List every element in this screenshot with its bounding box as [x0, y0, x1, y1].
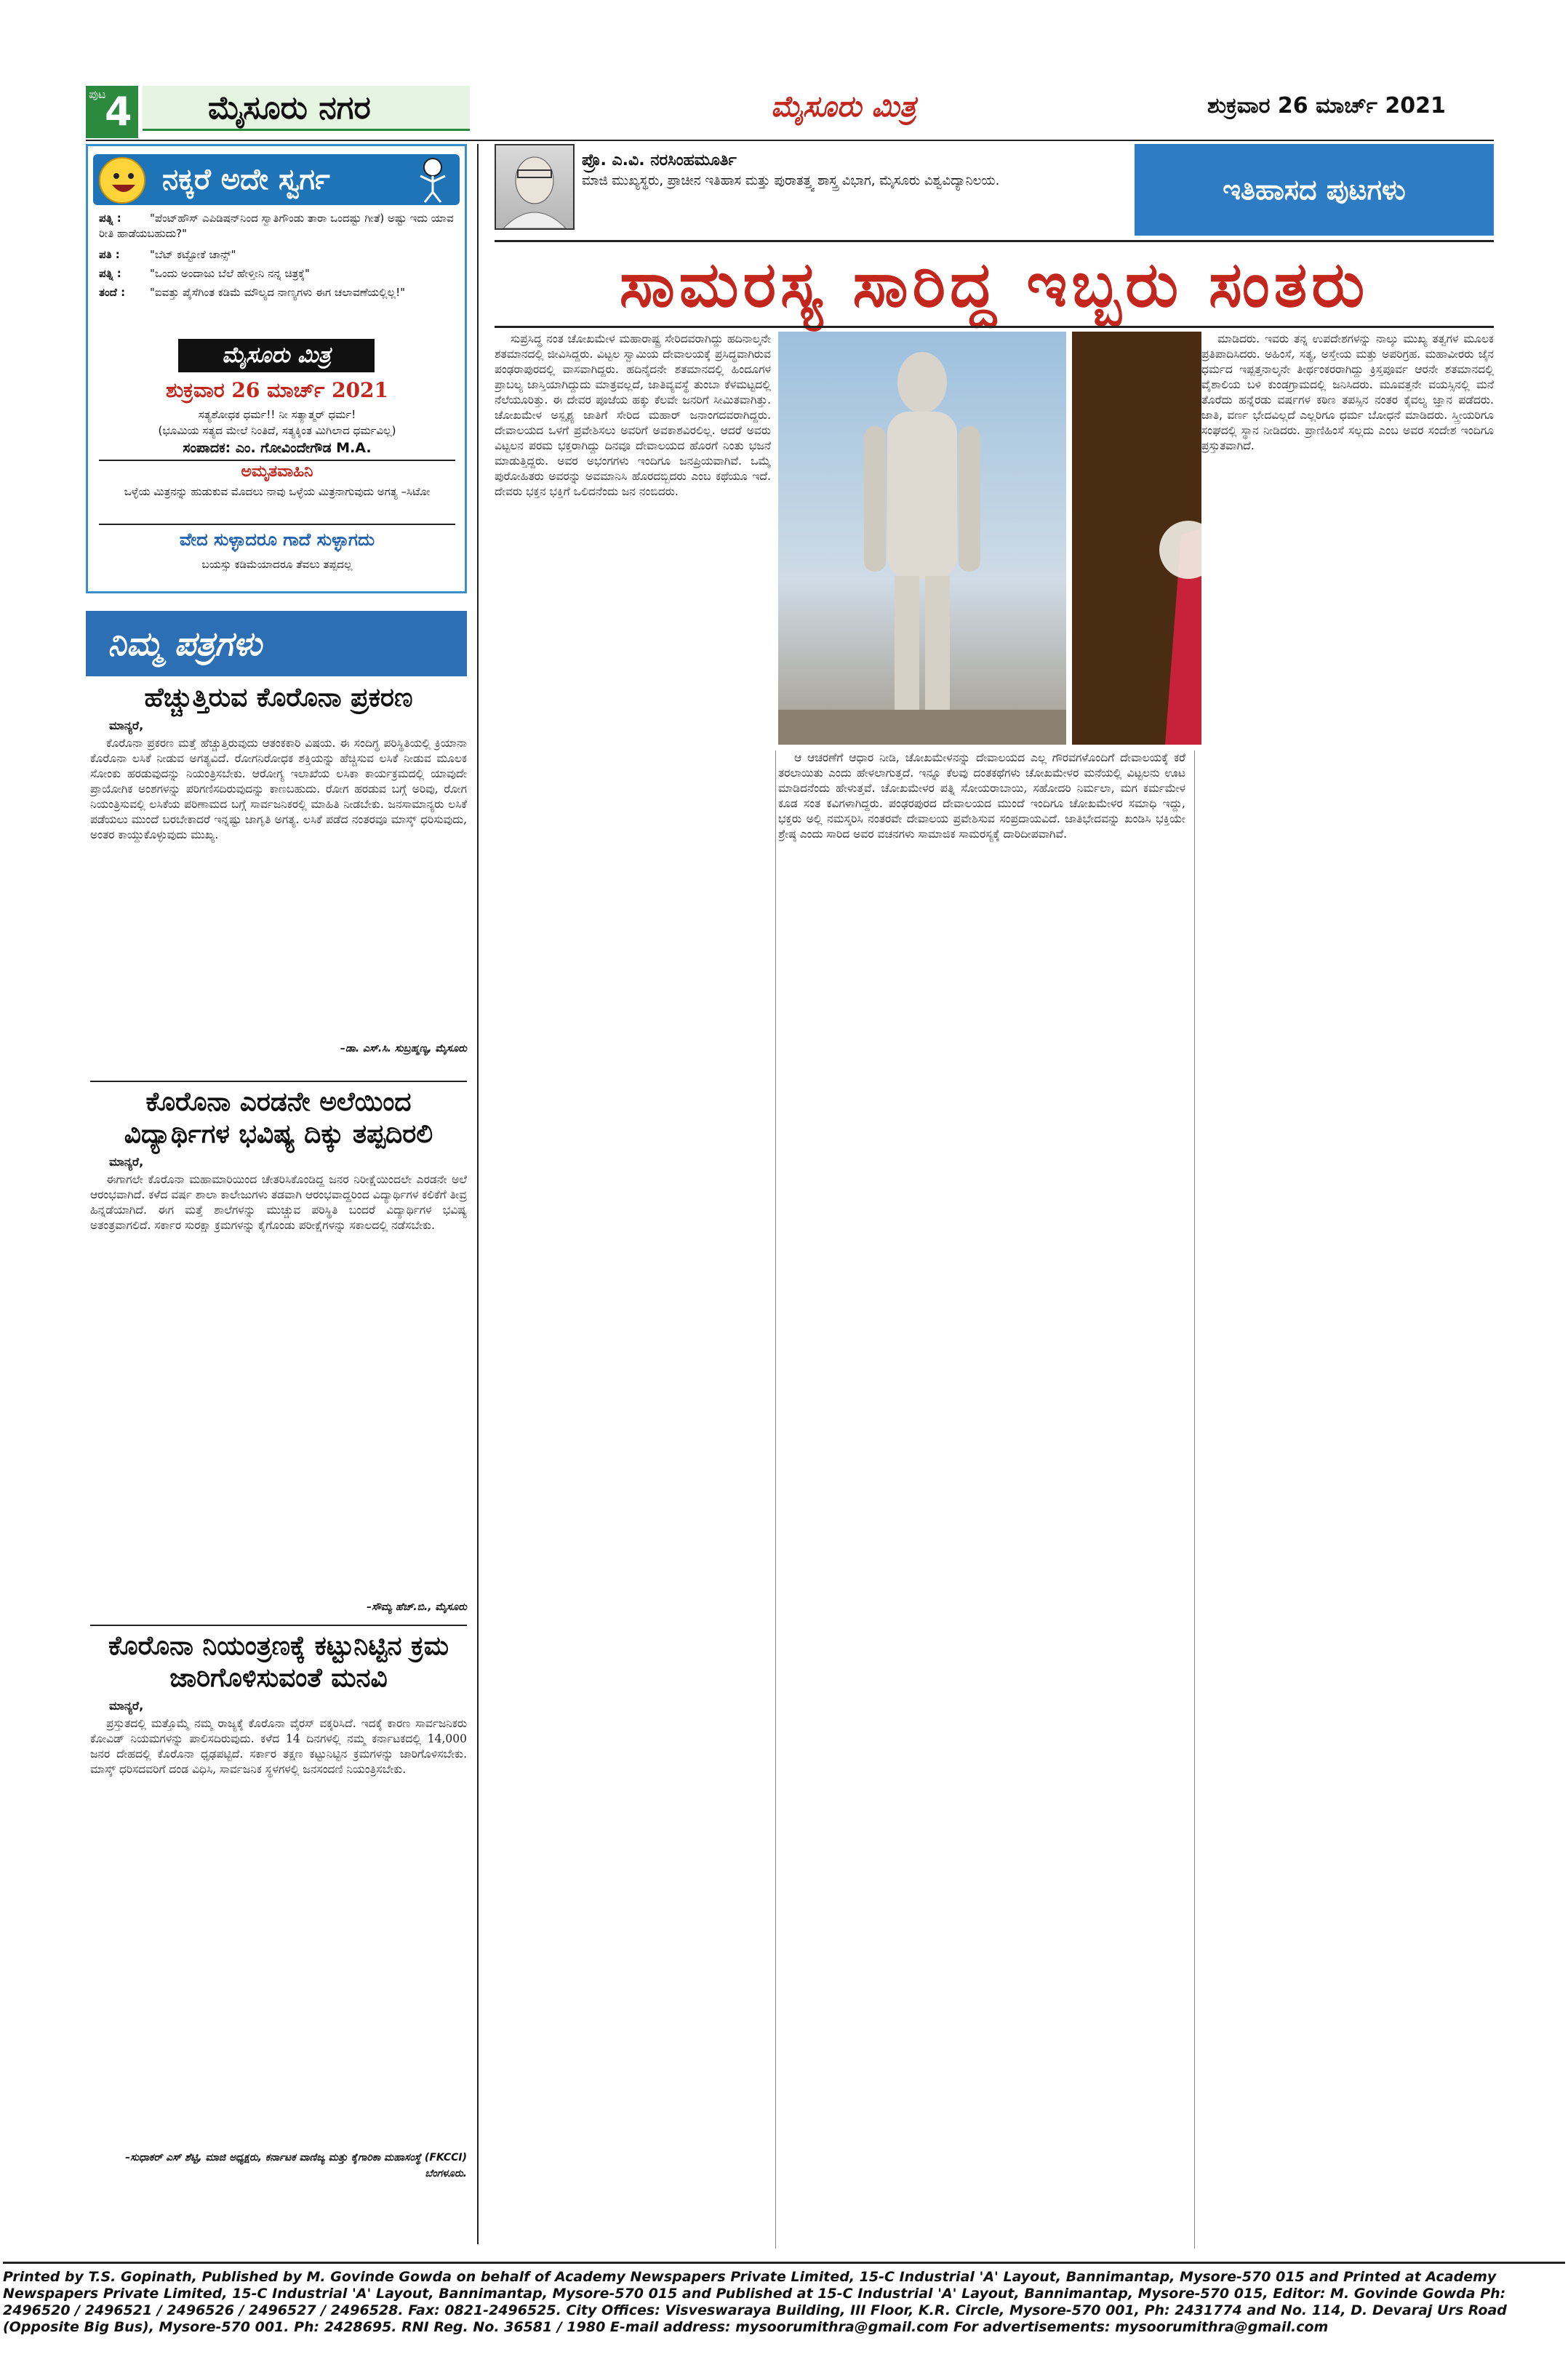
humor-row: ಪತ್ನಿ : "ಒಂದು ಅಂದಾಜು ಬೆಲೆ ಹೇಳ್ತೀನಿ ನನ್ನ ಚಿತ್ರಕ್ಕೆ" — [99, 267, 310, 280]
column-divider — [775, 750, 776, 2249]
letters-section-header: ನಿಮ್ಮ ಪತ್ರಗಳು — [86, 611, 467, 676]
article-title: ಸಾಮರಸ್ಯ ಸಾರಿದ್ದ ಇಬ್ಬರು ಸಂತರು — [619, 249, 1369, 321]
page-label: ಪುಟ — [89, 87, 106, 101]
divider — [90, 1081, 467, 1082]
column-divider — [1194, 750, 1195, 2249]
letter-signature: –ಸೌಮ್ಯ ಹೆಚ್.ಬಿ., ಮೈಸೂರು — [367, 1601, 467, 1613]
letter-greeting: ಮಾನ್ಯರೆ, — [109, 1155, 144, 1169]
header-rule — [86, 140, 1494, 141]
letter-body: ಪ್ರಸ್ತುತದಲ್ಲಿ ಮತ್ತೊಮ್ಮೆ ನಮ್ಮ ರಾಜ್ಯಕ್ಕೆ ಕೊರೊನಾ ವೈರಸ್ ವಕ್ಕರಿಸಿದೆ. ಇದಕ್ಕೆ ಕಾರಣ ಸಾರ್ವಜನಿಕರು ಕೋವಿಡ್ ನಿಯಮಗಳನ್ನು ಪಾಲಿಸದಿರುವುದು. ಕಳೆದ 14 ದಿನಗಳಲ್ಲಿ ನಮ್ಮ ಕರ್ನಾಟಕದಲ್ಲಿ 14,000 ಜನರ ದೇಹದಲ್ಲಿ ಕೊರೊನಾ ಧೃಢಪಟ್ಟಿದೆ. ಸರ್ಕಾರ ತಕ್ಷಣ ಕಟ್ಟುನಿಟ್ಟಿನ ಕ್ರಮಗಳನ್ನು ಜಾರಿಗೊಳಿಸಬೇಕು. ಮಾಸ್ಕ್ ಧರಿಸದವರಿಗೆ ದಂಡ ವಿಧಿಸಿ, ಸಾರ್ವಜನಿಕ ಸ್ಥಳಗಳಲ್ಲಿ ಜನಸಂದಣಿ ನಿಯಂತ್ರಿಸಬೇಕು. — [90, 1717, 467, 1776]
divider — [99, 460, 455, 461]
column-divider — [477, 144, 479, 2244]
article-column-3: ಮಾಡಿದರು. ಇವರು ತನ್ನ ಉಪದೇಶಗಳನ್ನು ನಾಲ್ಕು ಮುಖ್ಯ ತತ್ವಗಳ ಮೂಲಕ ಪ್ರತಿಪಾದಿಸಿದರು. ಅಹಿಂಸೆ, ಸತ್ಯ, ಅಸ್ತೇಯ ಮತ್ತು ಅಪರಿಗ್ರಹ. ಮಹಾವೀರರು ಜೈನ ಧರ್ಮದ ಇಪ್ಪತ್ತನಾಲ್ಕನೇ ತೀರ್ಥಂಕರರಾಗಿದ್ದು ಕ್ರಿಸ್ತಪೂರ್ವ ಆರನೇ ಶತಮಾನದಲ್ಲಿ ವೈಶಾಲಿಯ ಬಳಿ ಕುಂಡಗ್ರಾಮದಲ್ಲಿ ಜನಿಸಿದರು. ಮೂವತ್ತನೇ ವಯಸ್ಸಿನಲ್ಲಿ ಮನೆ ತೊರೆದು ಹನ್ನೆರಡು ವರ್ಷಗಳ ಕಠಿಣ ತಪಸ್ಸಿನ ನಂತರ ಕೈವಲ್ಯ ಜ್ಞಾನ ಪಡೆದರು. ಜಾತಿ, ವರ್ಣ ಭೇದವಿಲ್ಲದೆ ಎಲ್ಲರಿಗೂ ಧರ್ಮ ಬೋಧನೆ ಮಾಡಿದರು. ಸ್ತ್ರೀಯರಿಗೂ ಸಂಘದಲ್ಲಿ ಸ್ಥಾನ ನೀಡಿದರು. ಪ್ರಾಣಿಹಿಂಸೆ ಸಲ್ಲದು ಎಂಬ ಅವರ ಸಂದೇಶ ಇಂದಿಗೂ ಪ್ರಸ್ತುತವಾಗಿದೆ. — [1201, 332, 1494, 2251]
header-date: ಶುಕ್ರವಾರ 26 ಮಾರ್ಚ್ 2021 — [1207, 93, 1446, 119]
humor-box-title: ನಕ್ಕರೆ ಅದೇ ಸ್ವರ್ಗ — [93, 154, 460, 205]
article-column-2: ಆ ಆಚರಣೆಗೆ ಆಧಾರ ನೀಡಿ, ಚೋಖಮೇಳನನ್ನು ದೇವಾಲಯದ ಎಲ್ಲ ಗೌರವಗಳೊಂದಿಗೆ ದೇವಾಲಯಕ್ಕೆ ಕರೆ ತರಲಾಯಿತು ಎಂದು ಹೇಳಲಾಗುತ್ತದೆ. ಇನ್ನೂ ಕೆಲವು ದಂತಕಥೆಗಳು ಚೋಖಮೇಳರ ಮನೆಯಲ್ಲಿ ವಿಟ್ಟಲನು ಊಟ ಮಾಡಿದನೆಂದು ಹೇಳುತ್ತವೆ. ಚೋಖಮೇಳರ ಪತ್ನಿ ಸೋಯರಾಬಾಯಿ, ಸಹೋದರಿ ನಿರ್ಮಲಾ, ಮಗ ಕರ್ಮಮೇಳ ಕೂಡ ಸಂತ ಕವಿಗಳಾಗಿದ್ದರು. ಪಂಢರಪುರದ ದೇವಾಲಯದ ಮುಂದೆ ಇಂದಿಗೂ ಚೋಖಮೇಳರ ಸಮಾಧಿ ಇದ್ದು, ಭಕ್ತರು ಅಲ್ಲಿ ನಮಸ್ಕರಿಸಿ ನಂತರವೇ ದೇವಾಲಯ ಪ್ರವೇಶಿಸುವ ಸಂಪ್ರದಾಯವಿದೆ. ಜಾತಿಭೇದವನ್ನು ಖಂಡಿಸಿ ಭಕ್ತಿಯೇ ಶ್ರೇಷ್ಠ ಎಂದು ಸಾರಿದ ಅವರ ವಚನಗಳು ಸಾಮಾಜಿಕ ಸಾಮರಸ್ಯಕ್ಕೆ ದಾರಿದೀಪವಾಗಿವೆ. — [778, 751, 1185, 841]
letter-body: ಈಗಾಗಲೇ ಕೊರೊನಾ ಮಹಾಮಾರಿಯಿಂದ ಚೇತರಿಸಿಕೊಂಡಿದ್ದ ಜನರ ನಿರೀಕ್ಷೆಯಿಂದಲೇ ಎರಡನೇ ಅಲೆ ಆರಂಭವಾಗಿದೆ. ಕಳೆದ ವರ್ಷ ಶಾಲಾ ಕಾಲೇಜುಗಳು ತಡವಾಗಿ ಆರಂಭವಾದ್ದರಿಂದ ವಿದ್ಯಾರ್ಥಿಗಳ ಕಲಿಕೆಗೆ ತೀವ್ರ ಹಿನ್ನಡೆಯಾಗಿದೆ. ಈಗ ಮತ್ತೆ ಶಾಲೆಗಳನ್ನು ಮುಚ್ಚುವ ಪರಿಸ್ಥಿತಿ ಬಂದರೆ ವಿದ್ಯಾರ್ಥಿಗಳ ಭವಿಷ್ಯ ಅತಂತ್ರವಾಗಲಿದೆ. ಸರ್ಕಾರ ಸುರಕ್ಷಾ ಕ್ರಮಗಳನ್ನು ಕೈಗೊಂಡು ಪರೀಕ್ಷೆಗಳನ್ನು ಸಕಾಲದಲ್ಲಿ ನಡೆಸಬೇಕು. — [90, 1173, 467, 1232]
letter-headline: ಕೊರೊನಾ ನಿಯಂತ್ರಣಕ್ಕೆ ಕಟ್ಟುನಿಟ್ಟಿನ ಕ್ರಮ ಜಾರಿಗೊಳಿಸುವಂತೆ ಮನವಿ — [108, 1631, 449, 1693]
statue-photo — [778, 332, 1066, 745]
article-column-1: ಸುಪ್ರಸಿದ್ಧ ನಂತ ಚೋಖಮೇಳ ಮಹಾರಾಷ್ಟ್ರ ಸೇರಿದವರಾಗಿದ್ದು ಹದಿನಾಲ್ಕನೇ ಶತಮಾನದಲ್ಲಿ ಜೀವಿಸಿದ್ದರು. ವಿಟ್ಟಲ ಸ್ವಾಮಿಯ ದೇವಾಲಯಕ್ಕೆ ಪ್ರಸಿದ್ಧವಾಗಿರುವ ಪಂಢರಾಪುರದಲ್ಲಿ ವಾಸವಾಗಿದ್ದರು. ಹದಿನೈದನೇ ಶತಮಾನದಲ್ಲಿ ಹಿಂದೂಗಳ ಪ್ರಾಬಲ್ಯ ಜಾಸ್ತಿಯಾಗಿದ್ದುದು ಮಾತ್ರವಲ್ಲದೆ, ಜಾತಿವ್ಯವಸ್ಥೆ ತುಂಬಾ ಕೆಳಮಟ್ಟದಲ್ಲಿ ನೆಲೆಯೂರಿತ್ತು. ಈ ದೇವರ ಪೂಜೆಯ ಹಕ್ಕು ಕೆಲವೇ ಜನರಿಗೆ ಸೀಮಿತವಾಗಿತ್ತು. ಚೋಖಮೇಳ ಅಸ್ಪೃಶ್ಯ ಜಾತಿಗೆ ಸೇರಿದ ಮಹಾರ್ ಜನಾಂಗದವರಾಗಿದ್ದರು. ದೇವಾಲಯದ ಒಳಗೆ ಪ್ರವೇಶಿಸಲು ಅವರಿಗೆ ಅವಕಾಶವಿರಲಿಲ್ಲ. ಆದರೆ ಅವರು ವಿಟ್ಟಲನ ಪರಮ ಭಕ್ತರಾಗಿದ್ದು ದಿನವೂ ದೇವಾಲಯದ ಹೊರಗೆ ನಿಂತು ಭಜನೆ ಮಾಡುತ್ತಿದ್ದರು. ಅವರ ಅಭಂಗಗಳು ಇಂದಿಗೂ ಜನಪ್ರಿಯವಾಗಿವೆ. ಒಮ್ಮೆ ಪುರೋಹಿತರು ಅವರನ್ನು ಅವಮಾನಿಸಿ ಹೊರದಬ್ಬಿದರು ಎಂಬ ಕಥೆಯೂ ಇದೆ. ದೇವರು ಭಕ್ತನ ಭಕ್ತಿಗೆ ಒಲಿದನೆಂದು ಜನ ನಂಬಿದರು. — [495, 332, 771, 498]
letter-signature: –ಸುಧಾಕರ್ ಎಸ್ ಶೆಟ್ಟಿ, ಮಾಜಿ ಅಧ್ಯಕ್ಷರು, ಕರ್ನಾಟಕ ವಾಣಿಜ್ಯ ಮತ್ತು ಕೈಗಾರಿಕಾ ಮಹಾಸಂಸ್ಥೆ (FKCCI) ಬೆಂಗಳೂರು. — [125, 2152, 467, 2179]
letter-body: ಕೊರೊನಾ ಪ್ರಕರಣ ಮತ್ತೆ ಹೆಚ್ಚುತ್ತಿರುವುದು ಆತಂಕಕಾರಿ ವಿಷಯ. ಈ ಸಂದಿಗ್ಧ ಪರಿಸ್ಥಿತಿಯಲ್ಲಿ ಕ್ರಿಯಾನಾ ಕೊರೊನಾ ಲಸಿಕೆ ನೀಡುವ ಅಗತ್ಯವಿದೆ. ರೋಗನಿರೋಧಕ ಶಕ್ತಿಯನ್ನು ಹೆಚ್ಚಿಸುವ ಲಸಿಕೆ ನೀಡುವ ಮೂಲಕ ಸೋಂಕು ಹರಡುವುದನ್ನು ನಿಯಂತ್ರಿಸಬೇಕು. ಆರೋಗ್ಯ ಇಲಾಖೆಯ ಲಸಿಕಾ ಕಾರ್ಯಕ್ರಮದಲ್ಲಿ ಯಾವುದೇ ಪ್ರಾಯೋಗಿಕ ಅಂಶಗಳನ್ನು ಪರಿಗಣಿಸದಿರುವುದನ್ನು ಕಾಣಬಹುದು. ರೋಗ ಹರಡುವ ಬಗ್ಗೆ ಅರಿವು, ರೋಗ ನಿಯಂತ್ರಿಸುವಲ್ಲಿ ಲಸಿಕೆಯ ಪರಿಣಾಮದ ಬಗ್ಗೆ ಸಾರ್ವಜನಿಕರಲ್ಲಿ ಮಾಹಿತಿ ನೀಡಬೇಕು. ಜನಸಾಮಾನ್ಯರು ಲಸಿಕೆ ಪಡೆಯಲು ಮುಂದೆ ಬರಬೇಕಾದರೆ ಇನ್ನಷ್ಟು ಜಾಗೃತಿ ಅಗತ್ಯ. ಲಸಿಕೆ ಪಡೆದ ನಂತರವೂ ಮಾಸ್ಕ್ ಧರಿಸುವುದು, ಅಂತರ ಕಾಯ್ದುಕೊಳ್ಳುವುದು ಮುಖ್ಯ. — [90, 737, 467, 841]
author-byline — [582, 150, 1055, 191]
amrita-quote: ಒಳ್ಳೆಯ ಮಿತ್ರನನ್ನು ಹುಡುಕುವ ಮೊದಲು ನಾವು ಒಳ್ಳೆಯ ಮಿತ್ರನಾಗುವುದು ಅಗತ್ಯ –ಸಿಟೋ — [124, 485, 431, 498]
veda-title: ವೇದ ಸುಳ್ಳಾದರೂ ಗಾದೆ ಸುಳ್ಳಾಗದು — [179, 529, 375, 550]
humor-row: ತಂದೆ : "ಐವತ್ತು ಪೈಸೆಗಿಂತ ಕಡಿಮೆ ಮೌಲ್ಯದ ನಾಣ್ಯಗಳು ಈಗ ಚಲಾವಣೆಯಲ್ಲಿಲ್ಲ!" — [99, 286, 405, 299]
page-number-box — [86, 86, 138, 138]
masthead-logo: ಮೈಸೂರು ಮಿತ್ರ — [771, 90, 916, 124]
series-label: ಇತಿಹಾಸದ ಪುಟಗಳು — [1135, 144, 1494, 236]
title-rule — [495, 240, 1494, 242]
imprint-footer: Printed by T.S. Gopinath, Published by M. Govinde Gowda on behalf of Academy Newspapers Private Limited, 15-C Industrial 'A' Layout, Bannimantap, Mysore-570 015 and Printed at Academy Newspapers Private Limited, 15-C Industrial 'A' Layout, Bannimantap, Mysore-570 015 and Published at 15-C Industrial 'A' Layout, Bannimantap, Mysore-570 015, Editor: M. Govinde Gowda Ph: 2496520 / 2496521 / 2496526 / 2496527 / 2496528. Fax: 0821-2496525. City Offices: Visveswaraya Building, III Floor, K.R. Circle, Mysore-570 001, Ph: 2431774 and No. 114, D. Devaraj Urs Road (Opposite Big Bus), Mysore-570 001. Ph: 2428695. RNI Reg. No. 36581 / 1980 E-mail address: mysoorumithra@gmail.com For advertisements: mysoorumithra@gmail.com — [3, 2269, 1507, 2335]
veda-text: ಬಯಸ್ಸು ಕಡಿಮೆಯಾದರೂ ತೆವಲು ತಪ್ಪದಲ್ಲ — [201, 558, 353, 571]
laughing-face-icon — [99, 157, 145, 204]
author-photo — [495, 144, 575, 230]
divider — [99, 524, 455, 525]
divider — [90, 1625, 467, 1626]
title-rule — [495, 326, 1494, 328]
humor-row: ಪತಿ : "ಬೆಟ್ ಕಟ್ಟೋಕೆ ಚಾನ್ಸ್" — [99, 248, 236, 261]
tagline: ಸತ್ಯಶೋಧಕ ಧರ್ಮ!! ನೀ ಸತ್ಯಾತ್ಮರ್ ಧರ್ಮ! — [198, 408, 356, 421]
letter-greeting: ಮಾನ್ಯರೆ, — [109, 1699, 144, 1713]
page-number: 4 — [105, 89, 132, 135]
cartoon-figure-icon — [407, 154, 458, 205]
footer-rule — [3, 2262, 1565, 2264]
mini-masthead: ಮೈಸೂರು ಮಿತ್ರ — [178, 339, 375, 372]
editor-line: ಸಂಪಾದಕ: ಎಂ. ಗೋವಿಂದೇಗೌಡ M.A. — [183, 440, 372, 456]
author-description: ಮಾಜಿ ಮುಖ್ಯಸ್ಥರು, ಪ್ರಾಚೀನ ಇತಿಹಾಸ ಮತ್ತು ಪುರಾತತ್ತ್ವ ಶಾಸ್ತ್ರ ವಿಭಾಗ, ಮೈಸೂರು ವಿಶ್ವವಿದ್ಯಾನಿಲಯ. — [582, 173, 1000, 188]
humor-row: ಪತ್ನಿ : "ಪೆಂಟ್‌ಹೌಸ್ ಎಪಿಡಿಷನ್‌ನಿಂದ ಸ್ವಾತಿಗೌಂಡು ತಾರಾ ಒಂದಷ್ಟು ಗೀತೆ) ಅಷ್ಟು ಇದು ಯಾವ ರೀತಿ ಹಾಡೆಯಬಹುದು?" — [99, 212, 454, 240]
amrita-title: ಅಮೃತವಾಹಿನಿ — [241, 463, 313, 481]
author-name: ಪ್ರೊ. ಎ.ವಿ. ನರಸಿಂಹಮೂರ್ತಿ — [582, 151, 737, 169]
letter-signature: –ಡಾ. ಎಸ್.ಸಿ. ಸುಬ್ರಹ್ಮಣ್ಯ, ಮೈಸೂರು — [340, 1043, 467, 1054]
letter-headline: ಕೊರೊನಾ ಎರಡನೇ ಅಲೆಯಿಂದ ವಿದ್ಯಾರ್ಥಿಗಳ ಭವಿಷ್ಯ ದಿಕ್ಕು ತಪ್ಪದಿರಲಿ — [124, 1087, 433, 1149]
tagline-sub: (ಭೂಮಿಯ ಸತ್ಯದ ಮೇಲೆ ನಿಂತಿದೆ, ಸತ್ಯಕ್ಕಿಂತ ಮಿಗಿಲಾದ ಧರ್ಮವಿಲ್ಲ) — [158, 424, 396, 437]
section-title: ಮೈಸೂರು ನಗರ — [143, 86, 470, 131]
letter-headline: ಹೆಚ್ಚುತ್ತಿರುವ ಕೊರೊನಾ ಪ್ರಕರಣ — [144, 683, 413, 713]
mini-date: ಶುಕ್ರವಾರ 26 ಮಾರ್ಚ್ 2021 — [165, 378, 389, 402]
letter-greeting: ಮಾನ್ಯರೆ, — [109, 718, 144, 732]
